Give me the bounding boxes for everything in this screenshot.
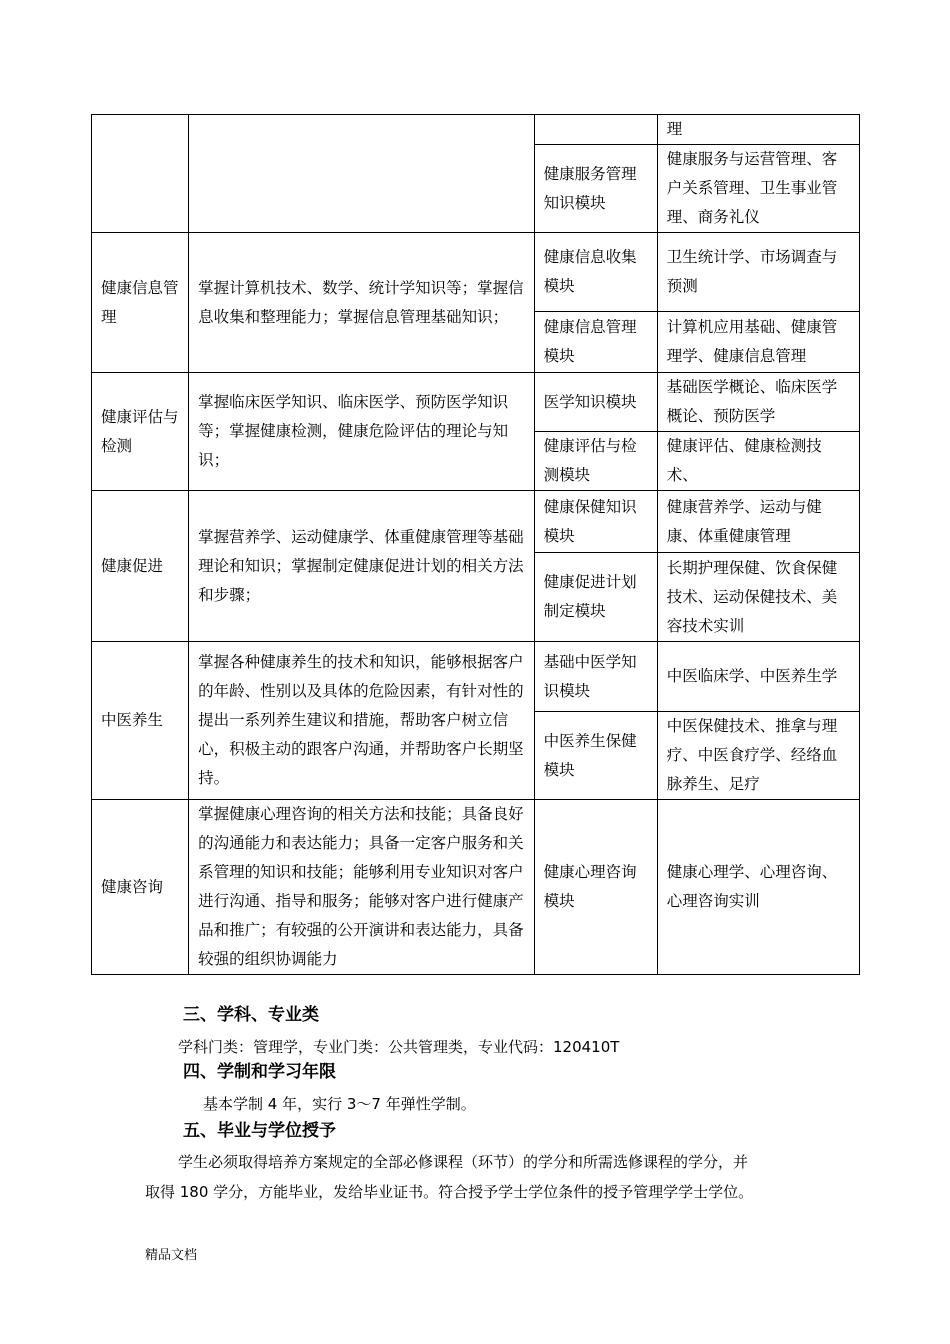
section-4-text: 基本学制 4 年，实行 3～7 年弹性学制。 (203, 1095, 476, 1113)
table-cell: 健康促进 (92, 491, 189, 642)
table-cell: 健康评估、健康检测技术、 (657, 432, 859, 491)
table-cell: 中医养生 (92, 642, 189, 800)
table-cell: 长期护理保健、饮食保健技术、运动保健技术、美容技术实训 (657, 553, 859, 642)
table-cell (92, 115, 189, 233)
section-4-title: 四、学制和学习年限 (183, 1062, 336, 1082)
table-cell: 中医保健技术、推拿与理疗、中医食疗学、经络血脉养生、足疗 (657, 712, 859, 800)
section-5-title: 五、毕业与学位授予 (183, 1121, 336, 1141)
table-cell: 掌握营养学、运动健康学、体重健康管理等基础理论和知识；掌握制定健康促进计划的相关方法和步骤； (189, 491, 534, 642)
table-cell: 健康营养学、运动与健康、体重健康管理 (657, 491, 859, 553)
table-row (92, 115, 860, 145)
table-row (92, 491, 860, 553)
table-cell: 掌握临床医学知识、临床医学、预防医学知识等；掌握健康检测，健康危险评估的理论与知识； (189, 373, 534, 491)
table-cell: 掌握计算机技术、数学、统计学知识等；掌握信息收集和整理能力；掌握信息管理基础知识； (189, 233, 534, 373)
page-footer: 精品文档 (145, 1248, 198, 1263)
section-5-line-2: 取得 180 学分，方能毕业，发给毕业证书。符合授予学士学位条件的授予管理学学士学位。 (145, 1183, 754, 1201)
table-cell: 健康促进计划制定模块 (534, 553, 657, 642)
table-cell: 健康服务管理知识模块 (534, 145, 657, 233)
section-5-line-1: 学生必须取得培养方案规定的全部必修课程（环节）的学分和所需选修课程的学分，并 (178, 1153, 749, 1171)
section-3-title: 三、学科、专业类 (183, 1005, 319, 1025)
table-cell: 理 (657, 115, 859, 145)
table-cell: 掌握健康心理咨询的相关方法和技能；具备良好的沟通能力和表达能力；具备一定客户服务和关系管理的知识和技能；能够利用专业知识对客户进行沟通、指导和服务；能够对客户进行健康产品和推广；有较强的公开演讲和表达能力，具备较强的组织协调能力 (189, 800, 534, 975)
table-cell: 中医养生保健模块 (534, 712, 657, 800)
table-cell: 健康信息管理 (92, 233, 189, 373)
table-cell: 健康心理学、心理咨询、心理咨询实训 (657, 800, 859, 975)
section-3-text: 学科门类：管理学，专业门类：公共管理类，专业代码：120410T (178, 1038, 620, 1056)
table-cell: 健康评估与检测模块 (534, 432, 657, 491)
table-cell: 基础医学概论、临床医学概论、预防医学 (657, 373, 859, 432)
table-cell: 医学知识模块 (534, 373, 657, 432)
table-cell: 健康服务与运营管理、客户关系管理、卫生事业管理、商务礼仪 (657, 145, 859, 233)
table-cell (534, 115, 657, 145)
table-cell: 中医临床学、中医养生学 (657, 642, 859, 712)
table-row (92, 233, 860, 312)
table-cell: 健康保健知识模块 (534, 491, 657, 553)
table-cell: 计算机应用基础、健康管理学、健康信息管理 (657, 312, 859, 373)
table-cell: 健康咨询 (92, 800, 189, 975)
table-row (92, 373, 860, 432)
table-cell: 健康评估与检测 (92, 373, 189, 491)
table-cell: 卫生统计学、市场调查与预测 (657, 233, 859, 312)
curriculum-table (91, 114, 860, 975)
table-row (92, 800, 860, 975)
table-cell: 健康信息收集模块 (534, 233, 657, 312)
table-cell (189, 115, 534, 233)
table-cell: 基础中医学知识模块 (534, 642, 657, 712)
table-cell: 健康心理咨询模块 (534, 800, 657, 975)
table-cell: 掌握各种健康养生的技术和知识，能够根据客户的年龄、性别以及具体的危险因素，有针对性的提出一系列养生建议和措施，帮助客户树立信心，积极主动的跟客户沟通，并帮助客户长期坚持。 (189, 642, 534, 800)
table-row (92, 642, 860, 712)
table-cell: 健康信息管理模块 (534, 312, 657, 373)
